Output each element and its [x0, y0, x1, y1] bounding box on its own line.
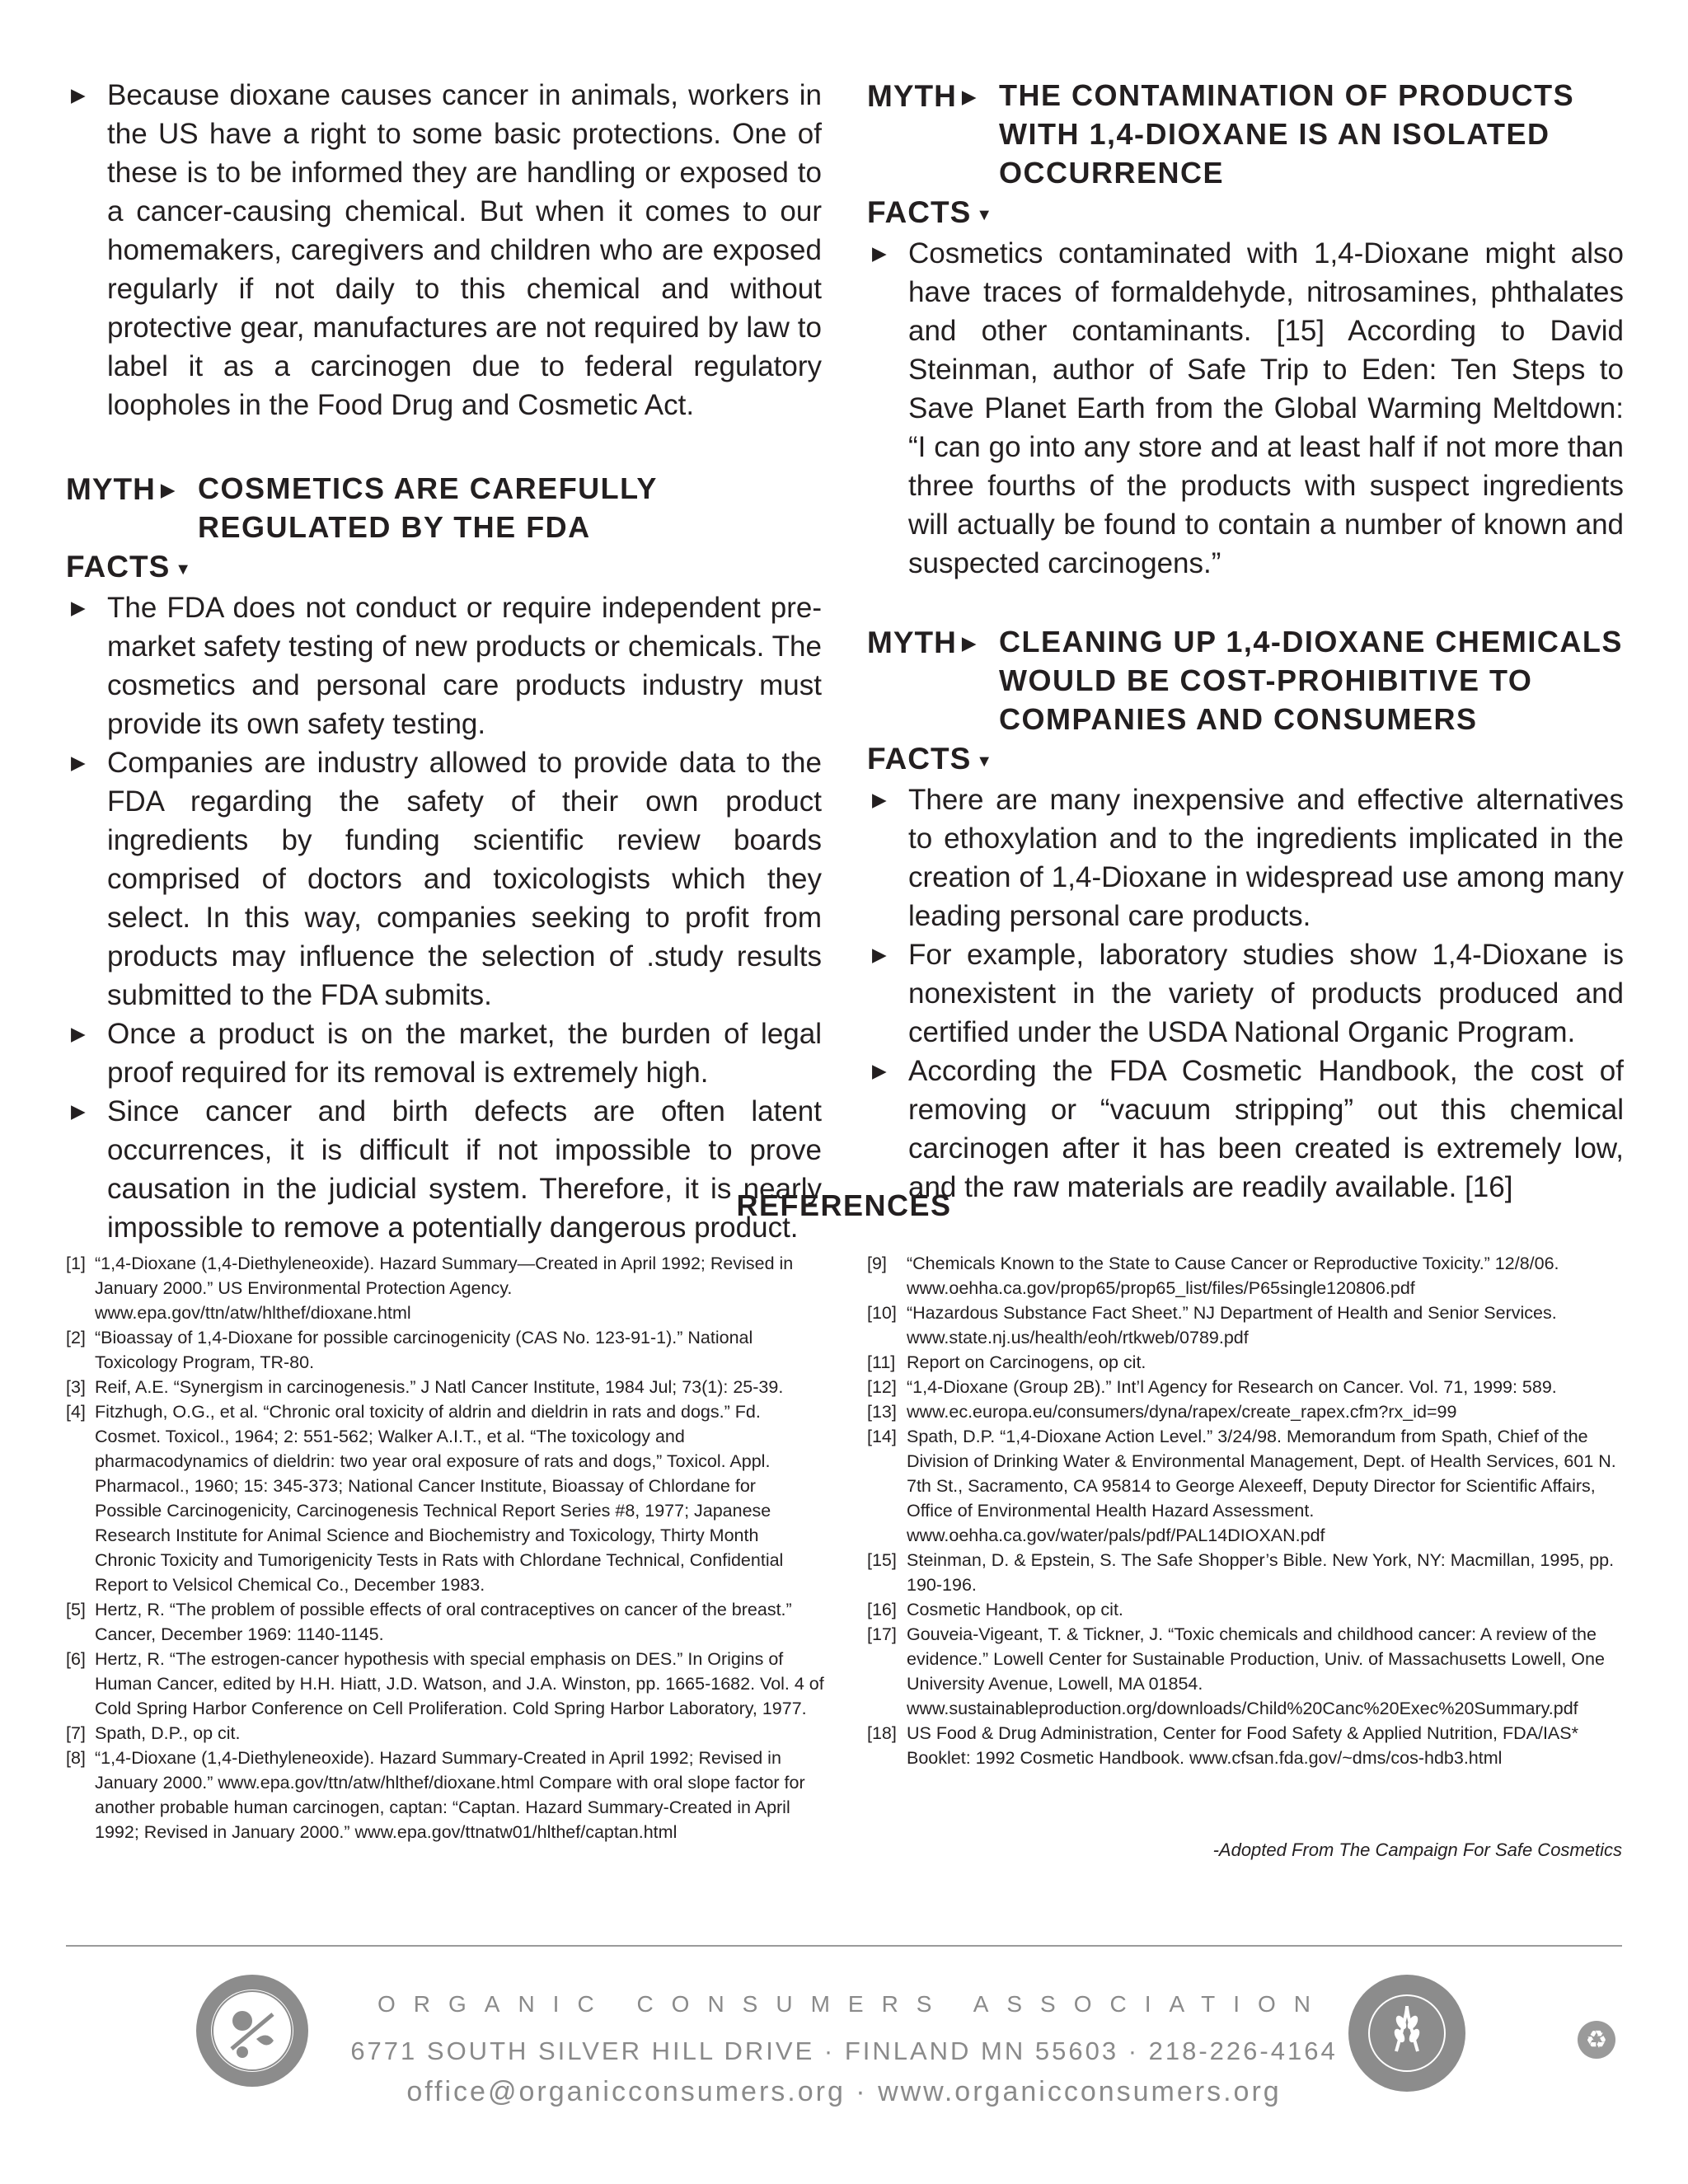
triangle-down-icon: ▼ [976, 206, 994, 224]
reference-item [867, 1375, 1625, 1399]
reference-item [867, 1622, 1625, 1721]
references-list-left [66, 1251, 824, 1844]
reference-text: Gouveia-Vigeant, T. & Tickner, J. “Toxic chemicals and childhood cancer: A review of the evidence.” Lowell Center for Sustainable Production, Univ. of Massachusetts Lowell, One University Avenue, Lowell, MA 01854. www.sustainableproduction.org/downloads/Child%20Canc%20Exec%20Summary.pdf [907, 1624, 1605, 1718]
bullet-text: For example, laboratory studies show 1,4-Dioxane is nonexistent in the variety of products produced and certified under the USDA National Organic Program. [908, 939, 1624, 1048]
right-column [867, 76, 1624, 1207]
triangle-bullet-icon: ▶ [872, 1060, 887, 1081]
reference-number: [5] [66, 1600, 86, 1619]
triangle-bullet-icon: ▶ [872, 944, 887, 965]
reference-number: [9] [867, 1254, 887, 1273]
reference-text: Hertz, R. “The problem of possible effects of oral contraceptives on cancer of the breast.” Cancer, December 1969: 1140-1145. [95, 1600, 792, 1644]
recycle-icon [1576, 2019, 1617, 2060]
myth-block [867, 76, 1624, 192]
svg-text:♻: ♻ [1585, 2026, 1608, 2055]
reference-item [66, 1251, 824, 1325]
reference-item [867, 1301, 1625, 1350]
triangle-right-icon: ▶ [961, 86, 978, 107]
reference-item [66, 1721, 824, 1746]
facts-label [867, 194, 1624, 234]
organization-name: ORGANIC CONSUMERS ASSOCIATION [377, 1991, 1329, 2017]
triangle-right-icon: ▶ [961, 632, 978, 654]
triangle-bullet-icon: ▶ [872, 242, 887, 264]
reference-item [867, 1721, 1625, 1770]
reference-number: [15] [867, 1550, 897, 1570]
reference-item [867, 1251, 1625, 1301]
reference-number: [11] [867, 1352, 896, 1372]
reference-item [867, 1597, 1625, 1622]
myth-label [867, 626, 978, 660]
reference-text: “1,4-Dioxane (1,4-Diethyleneoxide). Hazard Summary—Created in April 1992; Revised in January 2000.” US Environmental Protection Agency. www.epa.gov/ttn/atw/hlthef/dioxane.html [95, 1254, 794, 1323]
reference-text: Fitzhugh, O.G., et al. “Chronic oral toxicity of aldrin and dieldrin in rats and dogs.” Fd. Cosmet. Toxicol., 1964; 2: 551-562; Walker A.I.T., et al. “The toxicology and pharmacodynamics of dieldrin: two year oral exposure of rats and dogs,” Toxicol. Appl. Pharmacol., 1960; 15: 345-373; National Cancer Institute, Bioassay of Chlordane for Possible Carcinogenicity, Carcinogenesis Technical Report Series #8, 1977; Japanese Research Institute for Animal Science and Biochemistry and Toxicology, Thirty Month Chronic Toxicity and Tumorigenicity Tests in Rats with Chlordane Technical, Confidential Report to Velsicol Chemical Co., December 1983. [95, 1402, 784, 1595]
bullet-text: Because dioxane causes cancer in animals, workers in the US have a right to some basic protections. One of these is to be informed they are handling or exposed to a cancer-causing chemical. But when it comes to our homemakers, caregivers and children who are exposed regularly if not daily to this chemical and without protective gear, manufactures are not required by law to label it as a carcinogen due to federal regulatory loopholes in the Food Drug and Cosmetic Act. [107, 79, 822, 421]
bullet-text: Since cancer and birth defects are often latent occurrences, it is difficult if not impossible to prove causation in the judicial system. Therefore, it is nearly impossible to remove a potentially dangerous product. [107, 1095, 822, 1244]
reference-text: “Bioassay of 1,4-Dioxane for possible carcinogenicity (CAS No. 123-91-1).” National Toxicology Program, TR-80. [95, 1328, 753, 1372]
reference-number: [12] [867, 1377, 897, 1397]
coming-clean-seal-icon [1347, 1973, 1467, 2093]
triangle-bullet-icon: ▶ [71, 597, 86, 618]
intro-bullet-list [66, 76, 822, 424]
reference-text: Spath, D.P., op cit. [95, 1723, 241, 1743]
reference-item [66, 1375, 824, 1399]
bullet-item [66, 1015, 822, 1092]
reference-item [867, 1424, 1625, 1548]
triangle-right-icon: ▶ [160, 479, 176, 500]
myth-label-text: MYTH [867, 79, 957, 113]
reference-number: [4] [66, 1402, 86, 1422]
reference-number: [2] [66, 1328, 86, 1347]
reference-number: [6] [66, 1649, 86, 1669]
references-heading: REFERENCES [736, 1188, 952, 1222]
reference-number: [1] [66, 1254, 86, 1273]
reference-item [867, 1350, 1625, 1375]
reference-item [66, 1746, 824, 1844]
bullet-text: Once a product is on the market, the burden of legal proof required for its removal is extremely high. [107, 1018, 822, 1089]
facts-label [66, 548, 822, 588]
reference-text: Cosmetic Handbook, op cit. [907, 1600, 1123, 1619]
reference-number: [14] [867, 1427, 897, 1446]
myth-title: THE CONTAMINATION OF PRODUCTS WITH 1,4-DIOXANE IS AN ISOLATED OCCURRENCE [999, 78, 1575, 190]
reference-text: “Hazardous Substance Fact Sheet.” NJ Department of Health and Senior Services. www.state.nj.us/health/eoh/rtkweb/0789.pdf [907, 1303, 1557, 1347]
bullet-item [66, 743, 822, 1015]
bullet-item [867, 1052, 1624, 1207]
facts-list [66, 588, 822, 1247]
reference-number: [17] [867, 1624, 897, 1644]
facts-list [867, 234, 1624, 583]
reference-number: [18] [867, 1723, 897, 1743]
myth-block [867, 622, 1624, 738]
reference-item [867, 1399, 1625, 1424]
triangle-bullet-icon: ▶ [71, 752, 86, 773]
references-list-right [867, 1251, 1625, 1770]
triangle-down-icon: ▼ [976, 752, 994, 771]
triangle-bullet-icon: ▶ [71, 1100, 86, 1122]
reference-text: “Chemicals Known to the State to Cause Cancer or Reproductive Toxicity.” 12/8/06. www.oehha.ca.gov/prop65/prop65_list/files/P65single120806.pdf [907, 1254, 1559, 1298]
organization-address: 6771 SOUTH SILVER HILL DRIVE · FINLAND MN 55603 · 218-226-4164 [350, 2036, 1338, 2065]
myth-title: COSMETICS ARE CAREFULLY REGULATED BY THE FDA [198, 471, 658, 544]
triangle-down-icon: ▼ [175, 560, 193, 579]
bullet-text: The FDA does not conduct or require independent pre-market safety testing of new products or chemicals. The cosmetics and personal care products industry must provide its own safety testing. [107, 592, 822, 740]
reference-number: [7] [66, 1723, 86, 1743]
bullet-text: Cosmetics contaminated with 1,4-Dioxane might also have traces of formaldehyde, nitrosamines, phthalates and other contaminants. [15] According to David Steinman, author of Safe Trip to Eden: Ten Steps to Save Planet Earth from the Global Warming Meltdown: “I can go into any store and at least half if not more than three fourths of the products with suspect ingredients will actually be found to contain a number of known and suspected carcinogens.” [908, 237, 1624, 579]
reference-item [66, 1597, 824, 1647]
reference-text: US Food & Drug Administration, Center for Food Safety & Applied Nutrition, FDA/IAS* Booklet: 1992 Cosmetic Handbook. www.cfsan.fda.gov/~dms/cos-hdb3.html [907, 1723, 1578, 1768]
bullet-item [867, 935, 1624, 1052]
bullet-item [66, 588, 822, 743]
source-credit: -Adopted From The Campaign For Safe Cosmetics [1212, 1840, 1622, 1860]
reference-text: Reif, A.E. “Synergism in carcinogenesis.” J Natl Cancer Institute, 1984 Jul; 73(1): 25-39. [95, 1377, 784, 1397]
bullet-item [66, 76, 822, 424]
myth-label [66, 472, 176, 507]
triangle-bullet-icon: ▶ [71, 1023, 86, 1044]
reference-number: [13] [867, 1402, 897, 1422]
facts-label-text: FACTS [867, 742, 972, 776]
myth-label [867, 79, 978, 114]
reference-number: [16] [867, 1600, 897, 1619]
reference-item [867, 1548, 1625, 1597]
reference-text: Steinman, D. & Epstein, S. The Safe Shopper’s Bible. New York, NY: Macmillan, 1995, pp. 190-196. [907, 1550, 1615, 1595]
bullet-text: Companies are industry allowed to provide data to the FDA regarding the safety of their own product ingredients by funding scientific review boards comprised of doctors and toxicologists which they select. In this way, companies seeking to profit from products may influence the selection of .study results submitted to the FDA submits. [107, 747, 822, 1011]
facts-label-text: FACTS [66, 550, 171, 583]
myth-title: CLEANING UP 1,4-DIOXANE CHEMICALS WOULD BE COST-PROHIBITIVE TO COMPANIES AND CONSUMERS [999, 625, 1623, 736]
reference-text: Report on Carcinogens, op cit. [907, 1352, 1146, 1372]
reference-number: [8] [66, 1748, 86, 1768]
facts-label-text: FACTS [867, 195, 972, 229]
reference-text: www.ec.europa.eu/consumers/dyna/rapex/create_rapex.cfm?rx_id=99 [907, 1402, 1457, 1422]
reference-text: Hertz, R. “The estrogen-cancer hypothesis with special emphasis on DES.” In Origins of Human Cancer, edited by H.H. Hiatt, J.D. Watson, and J.A. Winston, pp. 1665-1682. Vol. 4 of Cold Spring Harbor Conference on Cell Proliferation. Cold Spring Harbor Laboratory, 1977. [95, 1649, 824, 1718]
reference-item [66, 1647, 824, 1721]
footer-divider [66, 1945, 1622, 1947]
reference-item [66, 1325, 824, 1375]
bullet-item [867, 780, 1624, 935]
facts-label [867, 740, 1624, 780]
triangle-bullet-icon: ▶ [872, 789, 887, 810]
left-column [66, 76, 822, 1247]
myth-label-text: MYTH [867, 626, 957, 659]
organization-web: office@organicconsumers.org · www.organicconsumers.org [406, 2076, 1282, 2107]
reference-number: [10] [867, 1303, 897, 1323]
reference-number: [3] [66, 1377, 86, 1397]
reference-text: “1,4-Dioxane (Group 2B).” Int’l Agency for Research on Cancer. Vol. 71, 1999: 589. [907, 1377, 1557, 1397]
myth-label-text: MYTH [66, 472, 156, 506]
bullet-item [867, 234, 1624, 583]
reference-text: “1,4-Dioxane (1,4-Diethyleneoxide). Hazard Summary-Created in April 1992; Revised in January 2000.” www.epa.gov/ttn/atw/hlthef/dioxane.html Compare with oral slope factor for another probable human carcinogen, captan: “Captan. Hazard Summary-Created in April 1992; Revised in January 2000.” www.epa.gov/ttnatw01/hlthef/captan.html [95, 1748, 805, 1842]
reference-text: Spath, D.P. “1,4-Dioxane Action Level.” 3/24/98. Memorandum from Spath, Chief of the Division of Drinking Water & Environmental Management, Dept. of Health Services, 601 N. 7th St., Sacramento, CA 95814 to George Alexeeff, Deputy Director for Scientific Affairs, Office of Environmental Health Hazard Assessment. www.oehha.ca.gov/water/pals/pdf/PAL14DIOXAN.pdf [907, 1427, 1616, 1545]
triangle-bullet-icon: ▶ [71, 84, 86, 105]
facts-list [867, 780, 1624, 1207]
myth-block [66, 469, 822, 546]
bullet-item [66, 1092, 822, 1247]
reference-item [66, 1399, 824, 1597]
bullet-text: There are many inexpensive and effective alternatives to ethoxylation and to the ingredients implicated in the creation of 1,4-Dioxane in widespread use among many leading personal care products. [908, 784, 1624, 932]
bullet-text: According the FDA Cosmetic Handbook, the cost of removing or “vacuum stripping” out this chemical carcinogen after it has been created is extremely low, and the raw materials are readily available. [16] [908, 1055, 1624, 1203]
